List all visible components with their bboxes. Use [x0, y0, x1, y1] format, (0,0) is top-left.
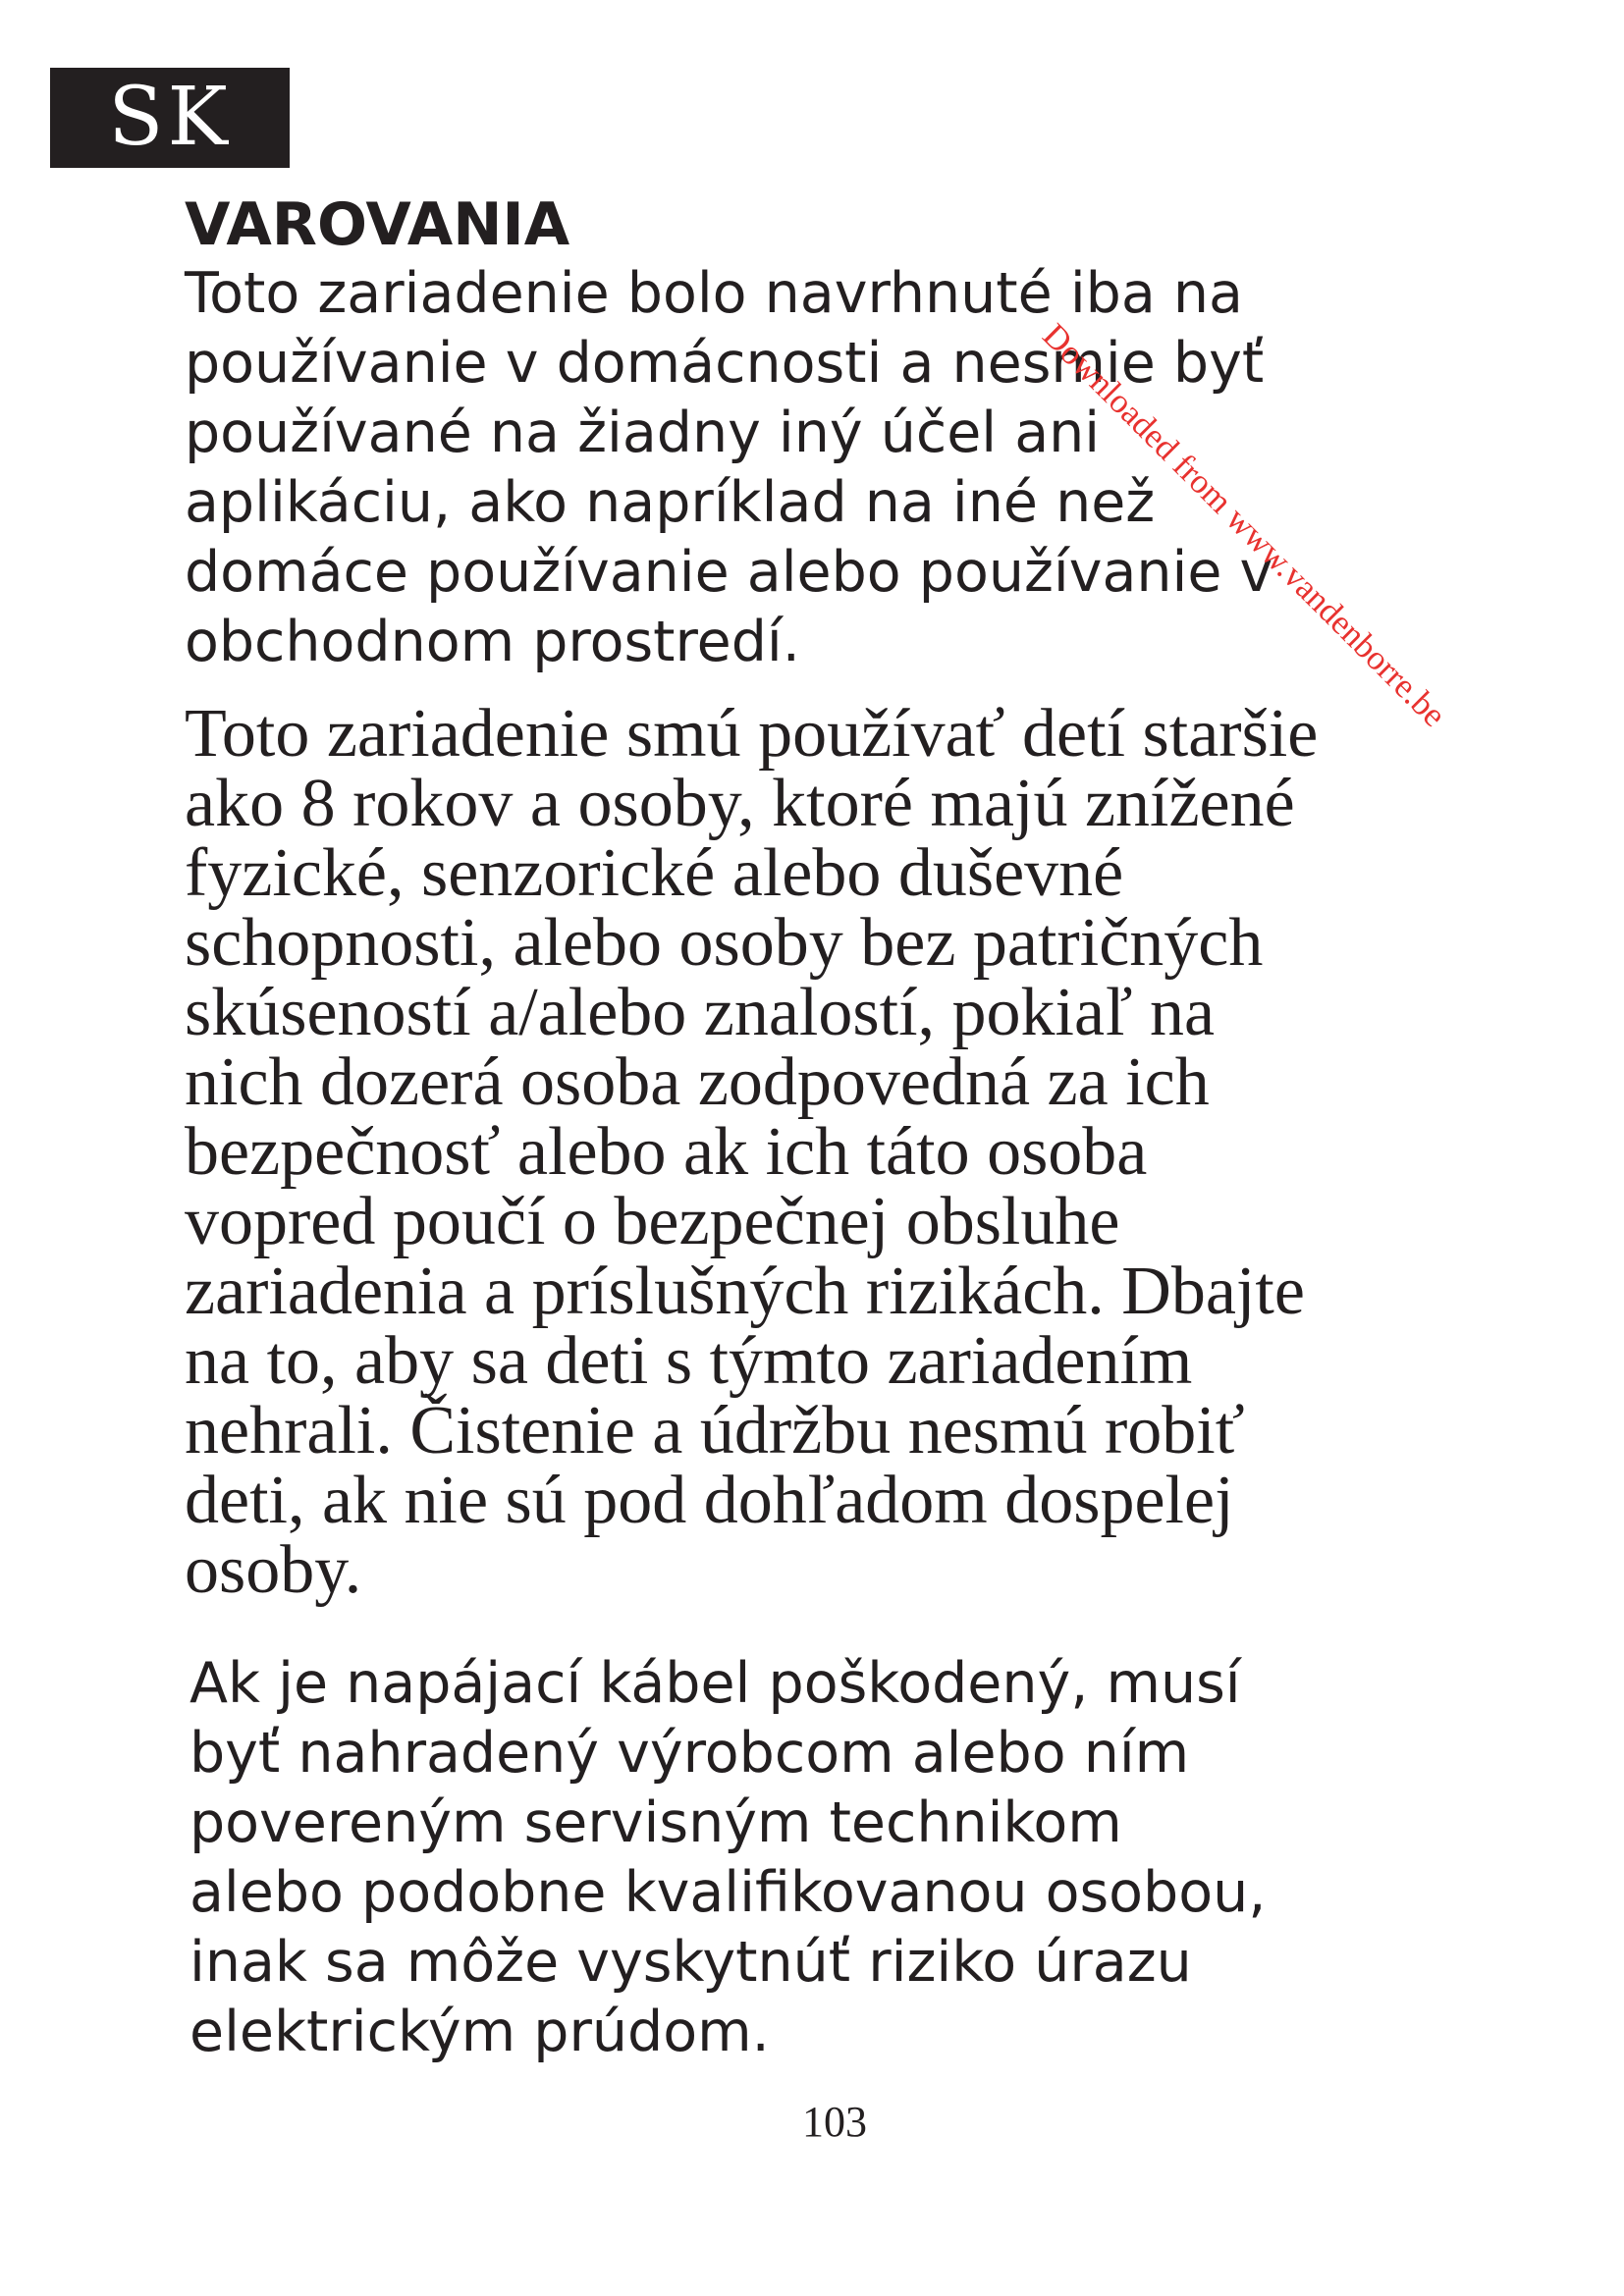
paragraph-line: domáce používanie alebo používanie v: [185, 540, 1273, 605]
paragraph-line: aplikáciu, ako napríklad na iné než: [185, 470, 1156, 535]
paragraph-line: nehrali. Čistenie a údržbu nesmú robiť: [185, 1393, 1245, 1468]
paragraph-line: používanie v domácnosti a nesmie byť: [185, 331, 1265, 396]
warning-paragraph-power-cable: [189, 1649, 1266, 2067]
paragraph-line: fyzické, senzorické alebo duševné: [185, 835, 1124, 911]
paragraph-line: bezpečnosť alebo ak ich táto osoba: [185, 1114, 1148, 1190]
paragraph-line: osoby.: [185, 1532, 362, 1608]
paragraph-line: inak sa môže vyskytnúť riziko úrazu: [189, 1930, 1192, 1995]
language-badge: SK: [50, 68, 290, 168]
paragraph-line: alebo podobne kvalifikovanou osobou,: [189, 1860, 1267, 1925]
paragraph-line: elektrickým prúdom.: [189, 2000, 770, 2064]
page-heading: VAROVANIA: [185, 190, 570, 259]
warning-paragraph-children: [185, 696, 1319, 1608]
paragraph-line: Toto zariadenie bolo navrhnuté iba na: [185, 261, 1243, 326]
paragraph-line: obchodnom prostredí.: [185, 610, 800, 674]
warning-paragraph-household-use: [185, 259, 1272, 677]
paragraph-line: Ak je napájací kábel poškodený, musí: [189, 1651, 1241, 1716]
paragraph-line: vopred poučí o bezpečnej obsluhe: [185, 1184, 1120, 1259]
paragraph-line: povereným servisným technikom: [189, 1790, 1122, 1855]
paragraph-line: skúseností a/alebo znalostí, pokiaľ na: [185, 975, 1216, 1050]
paragraph-line: používané na žiadny iný účel ani: [185, 400, 1101, 465]
paragraph-line: na to, aby sa deti s týmto zariadením: [185, 1323, 1193, 1399]
page-number: 103: [802, 2098, 867, 2146]
paragraph-line: zariadenia a príslušných rizikách. Dbajte: [185, 1254, 1305, 1329]
paragraph-line: deti, ak nie sú pod dohľadom dospelej: [185, 1463, 1234, 1538]
paragraph-line: ako 8 rokov a osoby, ktoré majú znížené: [185, 766, 1295, 841]
paragraph-line: nich dozerá osoba zodpovedná za ich: [185, 1044, 1210, 1120]
paragraph-line: byť nahradený výrobcom alebo ním: [189, 1721, 1190, 1786]
paragraph-line: schopnosti, alebo osoby bez patričných: [185, 905, 1264, 981]
paragraph-line: Toto zariadenie smú používať detí staršie: [185, 696, 1319, 772]
download-watermark: Downloaded from www.vandenborre.be: [1035, 316, 1454, 734]
